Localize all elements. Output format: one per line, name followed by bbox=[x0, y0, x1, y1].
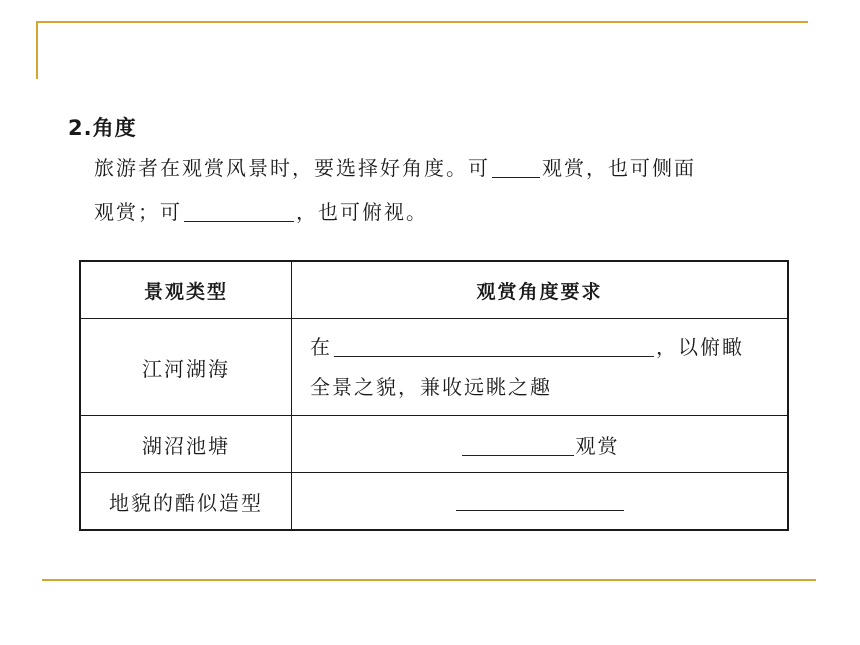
paragraph-text: 观赏，也可侧面 bbox=[542, 156, 696, 180]
section-heading: 2.角度 bbox=[68, 116, 137, 140]
fill-blank bbox=[492, 157, 540, 178]
requirement-line: 全景之貌，兼收远眺之趣 bbox=[310, 375, 552, 399]
table-header-row bbox=[80, 261, 788, 319]
requirement-line bbox=[310, 327, 787, 367]
fill-blank bbox=[462, 435, 574, 456]
landscape-type-cell: 江河湖海 bbox=[80, 319, 292, 416]
table-row bbox=[80, 416, 788, 473]
header-landscape-type: 景观类型 bbox=[80, 261, 292, 319]
requirement-text: 在 bbox=[310, 335, 332, 359]
frame-left-line bbox=[36, 21, 38, 79]
frame-bottom-line bbox=[42, 579, 816, 581]
paragraph-text: ，也可俯视。 bbox=[296, 200, 428, 224]
landscape-type-cell: 湖沼池塘 bbox=[80, 416, 292, 473]
fill-blank bbox=[334, 336, 654, 357]
viewing-angle-table bbox=[79, 260, 789, 531]
requirement-cell bbox=[292, 319, 789, 416]
fill-blank bbox=[184, 201, 294, 222]
fill-blank bbox=[456, 490, 624, 511]
requirement-text: ，以俯瞰 bbox=[656, 335, 744, 359]
frame-top-line bbox=[36, 21, 808, 23]
paragraph-line-2 bbox=[94, 196, 428, 225]
landscape-type-cell: 地貌的酷似造型 bbox=[80, 473, 292, 531]
requirement-text: 观赏 bbox=[575, 433, 620, 458]
table-row bbox=[80, 473, 788, 531]
paragraph-line-1 bbox=[94, 152, 696, 181]
paragraph-text: 旅游者在观赏风景时，要选择好角度。可 bbox=[94, 156, 490, 180]
table-row bbox=[80, 319, 788, 416]
paragraph-text: 观赏；可 bbox=[94, 200, 182, 224]
header-viewing-requirement: 观赏角度要求 bbox=[292, 261, 789, 319]
requirement-cell bbox=[292, 473, 789, 531]
requirement-cell bbox=[292, 416, 789, 473]
